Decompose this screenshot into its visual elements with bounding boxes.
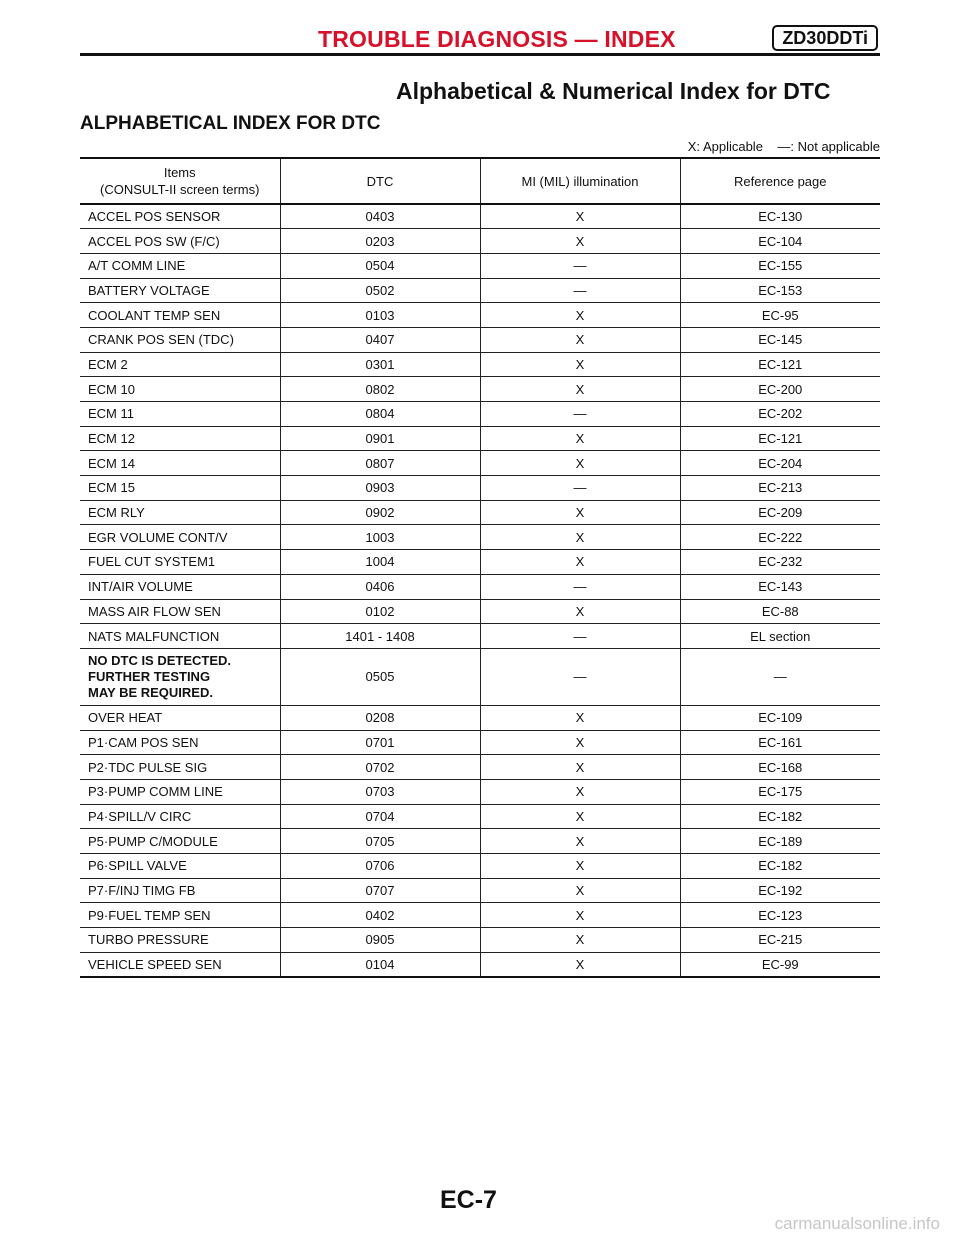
cell-item: NATS MALFUNCTION <box>88 628 220 644</box>
cell-mi: — <box>480 476 680 501</box>
legend-note: X: Applicable —: Not applicable <box>687 139 880 154</box>
table-row <box>80 327 880 352</box>
cell-reference: EC-123 <box>680 903 880 928</box>
cell-mi: X <box>480 903 680 928</box>
cell-mi: X <box>480 327 680 352</box>
cell-item: P2·TDC PULSE SIG <box>88 759 208 775</box>
cell-item: ECM 10 <box>88 381 135 397</box>
cell-mi: X <box>480 377 680 402</box>
table-row <box>80 624 880 649</box>
table-row <box>80 303 880 328</box>
cell-item: COOLANT TEMP SEN <box>88 307 221 323</box>
cell-dtc: 0804 <box>280 402 480 427</box>
cell-mi: X <box>480 525 680 550</box>
table-row <box>80 574 880 599</box>
cell-mi: X <box>480 779 680 804</box>
cell-reference: EC-153 <box>680 278 880 303</box>
cell-dtc: 0402 <box>280 903 480 928</box>
cell-reference: EC-121 <box>680 426 880 451</box>
cell-item: NO DTC IS DETECTED. FURTHER TESTING MAY BE REQUIRED. <box>88 652 232 700</box>
table-row <box>80 804 880 829</box>
cell-mi: — <box>480 278 680 303</box>
cell-reference: EC-215 <box>680 928 880 953</box>
cell-reference: EC-155 <box>680 253 880 278</box>
table-row <box>80 550 880 575</box>
cell-item: CRANK POS SEN (TDC) <box>88 332 234 348</box>
header-rule <box>80 53 880 56</box>
column-header-reference: Reference page <box>680 158 880 204</box>
table-row <box>80 278 880 303</box>
cell-item: P1·CAM POS SEN <box>88 734 199 750</box>
cell-mi: X <box>480 829 680 854</box>
cell-reference: EC-168 <box>680 755 880 780</box>
table-row <box>80 476 880 501</box>
cell-reference: EL section <box>680 624 880 649</box>
cell-item: INT/AIR VOLUME <box>88 579 193 595</box>
cell-dtc: 0703 <box>280 779 480 804</box>
page-title: Alphabetical & Numerical Index for DTC <box>396 78 831 104</box>
cell-dtc: 0903 <box>280 476 480 501</box>
cell-dtc: 0707 <box>280 878 480 903</box>
page-number: EC-7 <box>440 1186 497 1214</box>
cell-item: ACCEL POS SENSOR <box>88 209 221 225</box>
cell-mi: — <box>480 574 680 599</box>
cell-reference: EC-182 <box>680 804 880 829</box>
table-row <box>80 204 880 229</box>
cell-item: A/T COMM LINE <box>88 258 186 274</box>
cell-mi: X <box>480 804 680 829</box>
table-row <box>80 500 880 525</box>
cell-mi: X <box>480 705 680 730</box>
cell-item: ECM 15 <box>88 480 135 496</box>
cell-dtc: 0505 <box>280 648 480 705</box>
cell-mi: — <box>480 402 680 427</box>
table-row <box>80 903 880 928</box>
table-row <box>80 352 880 377</box>
cell-mi: X <box>480 755 680 780</box>
cell-mi: X <box>480 730 680 755</box>
table-row <box>80 253 880 278</box>
cell-item: TURBO PRESSURE <box>88 932 209 948</box>
cell-mi: X <box>480 854 680 879</box>
table-row <box>80 402 880 427</box>
cell-dtc: 0807 <box>280 451 480 476</box>
cell-reference: EC-182 <box>680 854 880 879</box>
cell-dtc: 1004 <box>280 550 480 575</box>
cell-mi: X <box>480 229 680 254</box>
table-row <box>80 829 880 854</box>
table-row <box>80 755 880 780</box>
cell-reference: EC-95 <box>680 303 880 328</box>
cell-mi: X <box>480 500 680 525</box>
cell-item: MASS AIR FLOW SEN <box>88 603 221 619</box>
cell-item: P9·FUEL TEMP SEN <box>88 907 211 923</box>
cell-mi: X <box>480 878 680 903</box>
cell-dtc: 0704 <box>280 804 480 829</box>
cell-dtc: 0104 <box>280 952 480 977</box>
cell-reference: EC-88 <box>680 599 880 624</box>
cell-mi: X <box>480 952 680 977</box>
cell-reference: EC-99 <box>680 952 880 977</box>
cell-dtc: 0103 <box>280 303 480 328</box>
cell-item: ECM 14 <box>88 455 135 471</box>
cell-item: BATTERY VOLTAGE <box>88 282 210 298</box>
cell-reference: EC-143 <box>680 574 880 599</box>
cell-dtc: 1401 - 1408 <box>280 624 480 649</box>
cell-reference: EC-161 <box>680 730 880 755</box>
cell-item: P5·PUMP C/MODULE <box>88 833 218 849</box>
table-header-row <box>80 158 880 204</box>
cell-reference: EC-213 <box>680 476 880 501</box>
table-row <box>80 779 880 804</box>
cell-reference: EC-209 <box>680 500 880 525</box>
cell-mi: X <box>480 204 680 229</box>
watermark: carmanualsonline.info <box>774 1214 940 1233</box>
cell-dtc: 0502 <box>280 278 480 303</box>
cell-dtc: 1003 <box>280 525 480 550</box>
cell-reference: EC-130 <box>680 204 880 229</box>
table-row <box>80 599 880 624</box>
cell-reference: — <box>680 648 880 705</box>
header-title: TROUBLE DIAGNOSIS — INDEX <box>318 26 676 52</box>
cell-item: ACCEL POS SW (F/C) <box>88 233 220 249</box>
cell-dtc: 0407 <box>280 327 480 352</box>
cell-dtc: 0702 <box>280 755 480 780</box>
table-row <box>80 377 880 402</box>
cell-item: EGR VOLUME CONT/V <box>88 529 228 545</box>
table-body <box>80 204 880 977</box>
cell-reference: EC-175 <box>680 779 880 804</box>
cell-item: P7·F/INJ TIMG FB <box>88 883 196 899</box>
table-row <box>80 229 880 254</box>
model-code-badge: ZD30DDTi <box>772 25 878 51</box>
cell-item: ECM 12 <box>88 431 135 447</box>
cell-item: P4·SPILL/V CIRC <box>88 808 192 824</box>
cell-item: P6·SPILL VALVE <box>88 858 187 874</box>
cell-mi: X <box>480 550 680 575</box>
cell-reference: EC-200 <box>680 377 880 402</box>
page-header <box>80 22 880 56</box>
cell-item: VEHICLE SPEED SEN <box>88 956 222 972</box>
table-row <box>80 705 880 730</box>
cell-mi: X <box>480 303 680 328</box>
table-row <box>80 878 880 903</box>
table-row <box>80 730 880 755</box>
cell-reference: EC-222 <box>680 525 880 550</box>
cell-dtc: 0403 <box>280 204 480 229</box>
table-row <box>80 952 880 977</box>
cell-item: ECM RLY <box>88 505 145 521</box>
cell-reference: EC-189 <box>680 829 880 854</box>
cell-dtc: 0901 <box>280 426 480 451</box>
cell-dtc: 0208 <box>280 705 480 730</box>
cell-item: FUEL CUT SYSTEM1 <box>88 554 216 570</box>
cell-reference: EC-232 <box>680 550 880 575</box>
cell-reference: EC-121 <box>680 352 880 377</box>
cell-dtc: 0406 <box>280 574 480 599</box>
column-header-dtc: DTC <box>280 158 480 204</box>
cell-mi: — <box>480 624 680 649</box>
cell-mi: — <box>480 253 680 278</box>
table-row <box>80 451 880 476</box>
section-title: ALPHABETICAL INDEX FOR DTC <box>80 113 381 134</box>
cell-mi: — <box>480 648 680 705</box>
dtc-index-table <box>80 157 880 978</box>
column-header-mi: MI (MIL) illumination <box>480 158 680 204</box>
cell-item: ECM 11 <box>88 406 134 422</box>
cell-dtc: 0802 <box>280 377 480 402</box>
cell-dtc: 0905 <box>280 928 480 953</box>
cell-mi: X <box>480 352 680 377</box>
table-row <box>80 525 880 550</box>
cell-item: P3·PUMP COMM LINE <box>88 784 223 800</box>
table-row <box>80 648 880 705</box>
cell-mi: X <box>480 451 680 476</box>
cell-reference: EC-145 <box>680 327 880 352</box>
cell-mi: X <box>480 928 680 953</box>
cell-reference: EC-109 <box>680 705 880 730</box>
column-header-items: Items (CONSULT-II screen terms) <box>100 165 260 197</box>
table-row <box>80 928 880 953</box>
cell-mi: X <box>480 599 680 624</box>
cell-reference: EC-104 <box>680 229 880 254</box>
cell-item: OVER HEAT <box>88 710 163 726</box>
cell-mi: X <box>480 426 680 451</box>
cell-reference: EC-202 <box>680 402 880 427</box>
cell-dtc: 0902 <box>280 500 480 525</box>
cell-dtc: 0706 <box>280 854 480 879</box>
cell-dtc: 0102 <box>280 599 480 624</box>
cell-item: ECM 2 <box>88 356 128 372</box>
cell-dtc: 0504 <box>280 253 480 278</box>
cell-reference: EC-192 <box>680 878 880 903</box>
cell-dtc: 0705 <box>280 829 480 854</box>
cell-dtc: 0301 <box>280 352 480 377</box>
table-row <box>80 854 880 879</box>
cell-dtc: 0701 <box>280 730 480 755</box>
cell-dtc: 0203 <box>280 229 480 254</box>
cell-reference: EC-204 <box>680 451 880 476</box>
table-row <box>80 426 880 451</box>
